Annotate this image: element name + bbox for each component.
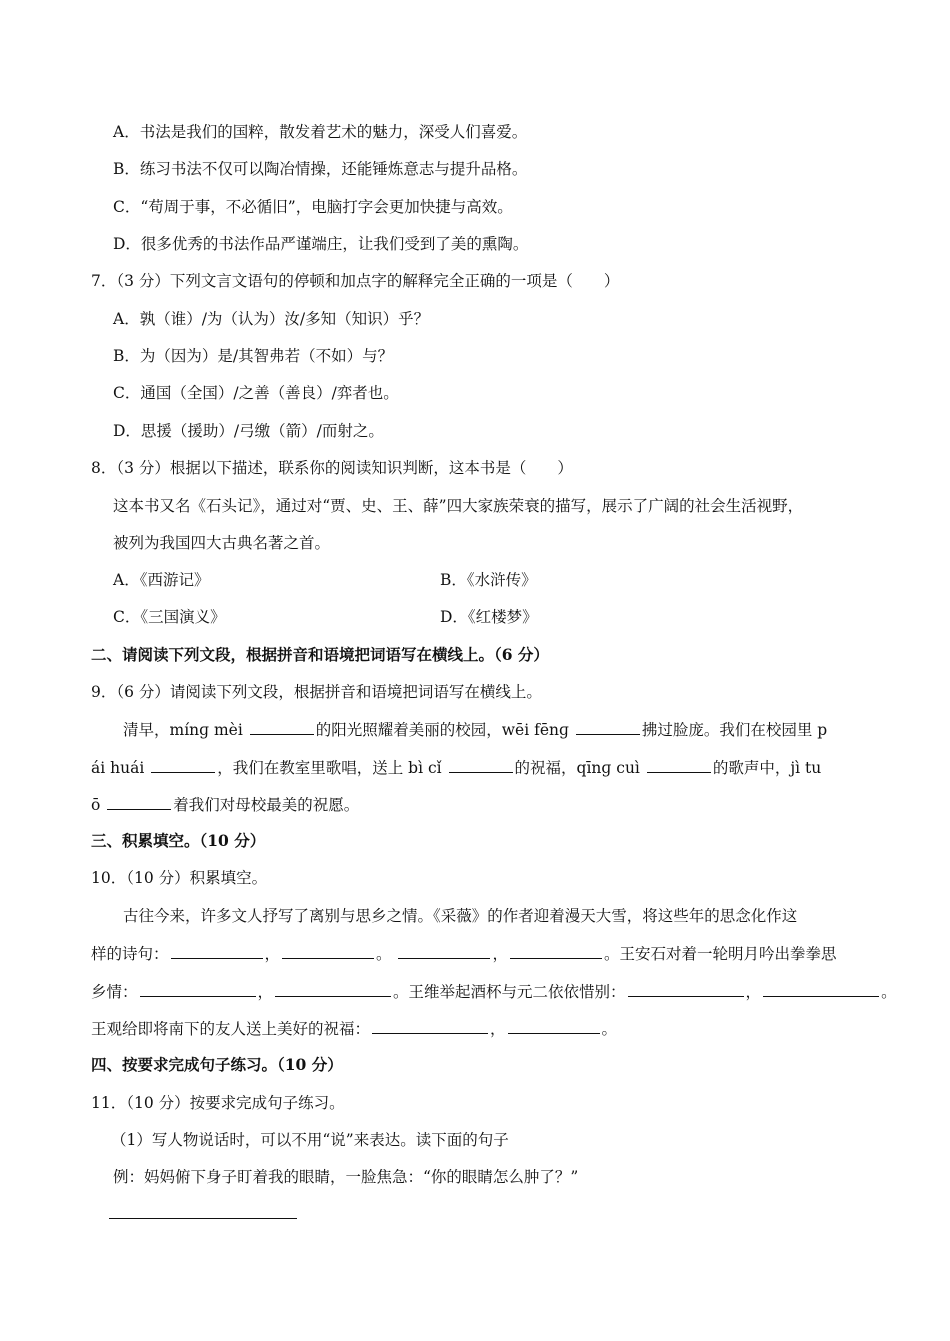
q10-passage-line1: 古往今来，许多文人抒写了离别与思乡之情。《采薇》的作者迎着漫天大雪，将这些年的思念化作这 xyxy=(123,907,798,925)
answer-blank[interactable] xyxy=(107,794,171,810)
q10-text: 。 xyxy=(376,945,392,963)
q7-option-c: C．通国（全国）/之善（善良）/弈者也。 xyxy=(113,384,399,402)
answer-blank[interactable] xyxy=(250,719,314,735)
q10-text: ， xyxy=(264,945,281,963)
answer-blank[interactable] xyxy=(510,943,602,959)
q9-text: 的歌声中，jì tu xyxy=(712,759,822,777)
q7-option-a: A．孰（谁）/为（认为）汝/多知（知识）乎？ xyxy=(113,310,430,328)
q7-option-b: B．为（因为）是/其智弗若（不如）与？ xyxy=(113,347,394,365)
q9-text: 拂过脸庞。我们在校园里 p xyxy=(641,721,828,739)
q10-passage-line2 xyxy=(91,943,837,964)
q9-stem: 9．（6 分）请阅读下列文段，根据拼音和语境把词语写在横线上。 xyxy=(91,683,542,701)
q9-passage-line3 xyxy=(91,794,359,815)
q8-description-line1: 这本书又名《石头记》，通过对“贾、史、王、薛”四大家族荣衰的描写，展示了广阔的社会生活视野， xyxy=(113,497,804,515)
q6-option-d: D．很多优秀的书法作品严谨端庄，让我们受到了美的熏陶。 xyxy=(113,235,529,253)
answer-blank[interactable] xyxy=(398,943,490,959)
q6-option-c: C．“苟周于事，不必循旧”，电脑打字会更加快捷与高效。 xyxy=(113,198,513,216)
q11-example: 例：妈妈俯下身子盯着我的眼睛，一脸焦急：“你的眼睛怎么肿了？” xyxy=(113,1168,579,1186)
q7-stem: 7．（3 分）下列文言文语句的停顿和加点字的解释完全正确的一项是（ ） xyxy=(91,272,620,290)
q10-text: 样的诗句： xyxy=(91,945,169,963)
answer-blank[interactable] xyxy=(576,719,640,735)
q9-text: 着我们对母校最美的祝愿。 xyxy=(173,796,360,814)
q6-option-a: A．书法是我们的国粹，散发着艺术的魅力，深受人们喜爱。 xyxy=(113,123,528,141)
q10-text: 。王安石对着一轮明月吟出拳拳思 xyxy=(604,945,837,963)
section3-heading: 三、积累填空。（10 分） xyxy=(91,831,266,850)
answer-blank[interactable] xyxy=(508,1018,600,1034)
answer-blank[interactable] xyxy=(449,757,513,773)
q10-text: 。 xyxy=(881,983,897,1001)
q9-text: 的祝福，qīnɡ cuì xyxy=(514,759,640,777)
q10-passage-line4 xyxy=(91,1018,617,1039)
q10-text: 王观给即将南下的友人送上美好的祝福： xyxy=(91,1020,371,1038)
q9-text: 的阳光照耀着美丽的校园，wēi fēnɡ xyxy=(315,721,569,739)
q10-text: 乡情： xyxy=(91,983,138,1001)
q9-text: ō xyxy=(91,796,101,814)
answer-blank[interactable] xyxy=(171,943,263,959)
answer-blank[interactable] xyxy=(282,943,374,959)
q9-text: ái huái xyxy=(91,759,145,777)
q10-stem: 10．（10 分）积累填空。 xyxy=(91,869,268,887)
q9-text: 清早，mínɡ mèi xyxy=(123,721,243,739)
q8-description-line2: 被列为我国四大古典名著之首。 xyxy=(113,534,331,552)
q9-text: ，我们在教室里歌唱，送上 bì cǐ xyxy=(217,759,442,777)
q10-text: 。王维举起酒杯与元二依依惜别： xyxy=(393,983,626,1001)
q8-option-b: B．《水浒传》 xyxy=(440,571,537,589)
q8-option-d: D．《红楼梦》 xyxy=(440,608,538,626)
q11-stem: 11．（10 分）按要求完成句子练习。 xyxy=(91,1094,345,1112)
section2-heading: 二、请阅读下列文段，根据拼音和语境把词语写在横线上。（6 分） xyxy=(91,645,549,664)
q8-option-c: C．《三国演义》 xyxy=(113,608,226,626)
answer-blank[interactable] xyxy=(109,1218,297,1219)
answer-blank[interactable] xyxy=(647,757,711,773)
q10-text: 。 xyxy=(601,1020,618,1038)
q6-option-b: B．练习书法不仅可以陶冶情操，还能锤炼意志与提升品格。 xyxy=(113,160,528,178)
q10-text: ， xyxy=(492,945,508,963)
answer-blank[interactable] xyxy=(763,981,879,997)
q10-text: ， xyxy=(257,983,274,1001)
answer-blank[interactable] xyxy=(275,981,391,997)
q10-passage-line3 xyxy=(91,981,897,1002)
answer-blank[interactable] xyxy=(151,757,215,773)
q10-text: ， xyxy=(490,1020,506,1038)
section4-heading: 四、按要求完成句子练习。（10 分） xyxy=(91,1055,343,1074)
q9-passage-line2 xyxy=(91,757,821,778)
q8-option-a: A．《西游记》 xyxy=(113,571,210,589)
answer-blank[interactable] xyxy=(372,1018,488,1034)
answer-blank[interactable] xyxy=(140,981,256,997)
q8-stem: 8．（3 分）根据以下描述，联系你的阅读知识判断，这本书是（ ） xyxy=(91,459,573,477)
q10-text: ， xyxy=(745,983,762,1001)
answer-blank[interactable] xyxy=(628,981,744,997)
q7-option-d: D．思援（援助）/弓缴（箭）/而射之。 xyxy=(113,422,384,440)
q9-passage-line1 xyxy=(123,719,827,740)
q11-sub1: （1）写人物说话时，可以不用“说”来表达。读下面的句子 xyxy=(111,1131,509,1149)
